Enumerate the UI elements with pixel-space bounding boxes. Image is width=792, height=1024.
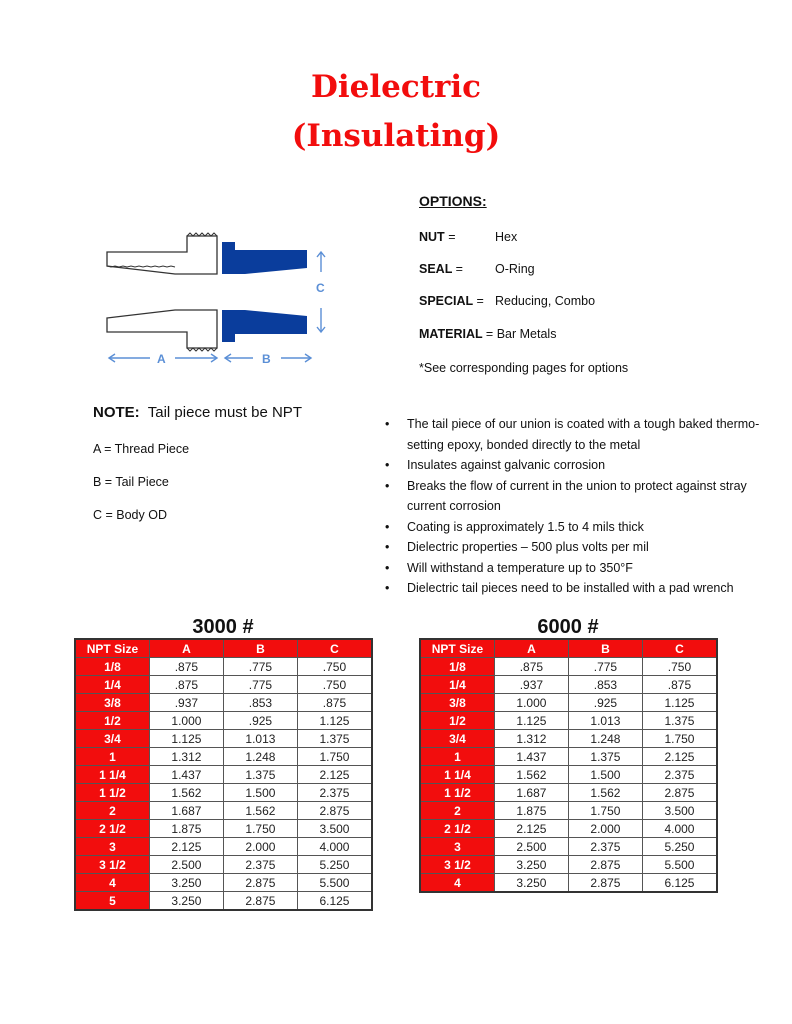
option-value: Reducing, Combo [495,294,596,308]
npt-size-cell: 1 1/4 [420,766,494,784]
tail-piece-top [222,242,307,274]
table-row [420,820,717,838]
value-cell: 3.500 [297,820,372,838]
npt-size-cell: 1/4 [75,676,149,694]
npt-size-cell: 3 1/2 [420,856,494,874]
npt-size-cell: 1 [420,748,494,766]
value-cell: .775 [568,658,642,676]
value-cell: 6.125 [642,874,717,893]
thread-piece-top [107,236,217,274]
npt-size-cell: 3/4 [75,730,149,748]
bullet-icon: • [385,417,390,431]
value-cell: .925 [223,712,297,730]
options-heading: OPTIONS: [419,193,487,209]
option-key: NUT [419,230,445,244]
value-cell: 3.250 [494,874,568,893]
table-row [420,730,717,748]
table-header-row [420,639,717,658]
value-cell: .875 [642,676,717,694]
npt-size-cell: 3/4 [420,730,494,748]
value-cell: 2.125 [642,748,717,766]
column-header: B [568,639,642,658]
union-diagram [95,222,330,372]
value-cell: 3.500 [642,802,717,820]
value-cell: 3.250 [494,856,568,874]
table-row [420,784,717,802]
value-cell: 2.125 [494,820,568,838]
npt-size-cell: 3 1/2 [75,856,149,874]
value-cell: 1.375 [297,730,372,748]
feature-item: • Insulates against galvanic corrosion [385,455,775,476]
npt-size-cell: 4 [420,874,494,893]
option-value: Hex [495,230,518,244]
option-value: Bar Metals [496,327,557,341]
table-6000-title: 6000 # [537,616,599,638]
column-header: C [642,639,717,658]
feature-item: • Dielectric properties – 500 plus volts per mil [385,537,775,558]
npt-size-cell: 2 1/2 [75,820,149,838]
value-cell: .853 [568,676,642,694]
value-cell: 1.750 [297,748,372,766]
npt-size-cell: 3 [75,838,149,856]
table-row [420,856,717,874]
option-equals: = [455,262,463,276]
value-cell: 1.687 [494,784,568,802]
column-header: NPT Size [75,639,149,658]
npt-size-cell: 1/8 [75,658,149,676]
table-row [75,784,372,802]
table-row [75,856,372,874]
bullet-icon: • [385,581,390,595]
value-cell: 5.500 [642,856,717,874]
value-cell: 2.500 [494,838,568,856]
table-row [420,712,717,730]
value-cell: 1.375 [642,712,717,730]
table-row [420,802,717,820]
npt-size-cell: 1/2 [75,712,149,730]
bullet-icon: • [385,540,390,554]
value-cell: 2.125 [297,766,372,784]
table-row [75,676,372,694]
value-cell: 2.875 [568,856,642,874]
npt-size-cell: 2 1/2 [420,820,494,838]
value-cell: 2.500 [149,856,223,874]
column-header: A [494,639,568,658]
value-cell: 1.750 [223,820,297,838]
table-row [420,838,717,856]
value-cell: 2.875 [642,784,717,802]
note-label: NOTE: [93,404,140,421]
value-cell: 2.375 [568,838,642,856]
table-row [75,892,372,911]
note-title [93,404,353,421]
table-3000 [74,638,373,911]
value-cell: 1.500 [223,784,297,802]
value-cell: 1.562 [149,784,223,802]
npt-size-cell: 2 [75,802,149,820]
value-cell: 1.125 [149,730,223,748]
table-6000-section [419,616,718,893]
note-section [93,404,353,522]
value-cell: 4.000 [297,838,372,856]
table-row [75,838,372,856]
table-row [75,730,372,748]
npt-size-cell: 3 [420,838,494,856]
dimension-b-label: B [262,352,271,366]
dimension-c-label: C [316,281,325,295]
option-key: SEAL [419,262,453,276]
value-cell: 2.000 [568,820,642,838]
value-cell: .750 [297,676,372,694]
bullet-icon: • [385,458,390,472]
value-cell: 1.312 [149,748,223,766]
column-header: NPT Size [420,639,494,658]
value-cell: 1.437 [494,748,568,766]
column-header: C [297,639,372,658]
legend-item-a: A = Thread Piece [93,442,190,456]
table-3000-section [74,616,373,911]
table-row [420,694,717,712]
value-cell: 2.375 [297,784,372,802]
bullet-icon: • [385,519,390,534]
value-cell: .925 [568,694,642,712]
value-cell: 1.375 [223,766,297,784]
table-row [75,766,372,784]
value-cell: 1.013 [223,730,297,748]
value-cell: .937 [149,694,223,712]
npt-size-cell: 1 1/4 [75,766,149,784]
value-cell: 1.500 [568,766,642,784]
table-6000 [419,638,718,893]
feature-item: • Will withstand a temperature up to 350°F [385,558,775,579]
legend-item-b: B = Tail Piece [93,475,169,489]
option-equals: = [476,294,484,308]
value-cell: 1.125 [494,712,568,730]
thread-piece-bottom [107,310,217,348]
table-row [75,694,372,712]
value-cell: 4.000 [642,820,717,838]
value-cell: .875 [494,658,568,676]
npt-size-cell: 3/8 [75,694,149,712]
value-cell: 2.875 [568,874,642,893]
feature-item: • Breaks the flow of current in the union to protect against stray current corrosion [385,476,775,517]
table-row [75,802,372,820]
value-cell: 2.875 [223,874,297,892]
feature-item: • Coating is approximately 1.5 to 4 mils thick [385,517,775,538]
page-title-line-1: Dielectric [310,69,482,105]
npt-size-cell: 5 [75,892,149,911]
option-value: O-Ring [495,262,535,276]
table-row [75,874,372,892]
value-cell: 2.375 [642,766,717,784]
value-cell: 5.250 [297,856,372,874]
value-cell: 1.750 [568,802,642,820]
value-cell: 1.312 [494,730,568,748]
value-cell: 1.125 [642,694,717,712]
value-cell: 2.000 [223,838,297,856]
value-cell: 2.375 [223,856,297,874]
npt-size-cell: 4 [75,874,149,892]
value-cell: 2.875 [223,892,297,911]
option-equals: = [485,327,494,341]
feature-item: • Dielectric tail pieces need to be installed with a pad wrench [385,578,775,599]
option-equals: = [448,230,456,244]
value-cell: 1.562 [568,784,642,802]
note-text: Tail piece must be NPT [147,404,302,421]
value-cell: 1.875 [149,820,223,838]
table-3000-title: 3000 # [192,616,254,638]
value-cell: 1.375 [568,748,642,766]
table-row [75,748,372,766]
value-cell: 3.250 [149,892,223,911]
value-cell: 5.500 [297,874,372,892]
value-cell: 1.750 [642,730,717,748]
option-key: SPECIAL [419,294,473,308]
table-header-row [75,639,372,658]
value-cell: .875 [149,658,223,676]
legend-item-c: C = Body OD [93,508,167,522]
value-cell: .775 [223,676,297,694]
table-row [420,874,717,893]
page-title-line-2: (Insulating) [291,118,501,154]
npt-size-cell: 1/4 [420,676,494,694]
value-cell: 1.000 [149,712,223,730]
column-header: B [223,639,297,658]
value-cell: 1.437 [149,766,223,784]
value-cell: .875 [297,694,372,712]
npt-size-cell: 3/8 [420,694,494,712]
column-header: A [149,639,223,658]
tail-piece-bottom [222,310,307,342]
npt-size-cell: 1/8 [420,658,494,676]
value-cell: 1.248 [223,748,297,766]
value-cell: 2.875 [297,802,372,820]
npt-size-cell: 1 [75,748,149,766]
table-row [420,748,717,766]
dimension-a-label: A [157,352,166,366]
value-cell: .750 [297,658,372,676]
value-cell: 1.562 [494,766,568,784]
table-row [75,820,372,838]
value-cell: 5.250 [642,838,717,856]
value-cell: .937 [494,676,568,694]
option-key: MATERIAL [419,327,483,341]
value-cell: 1.248 [568,730,642,748]
table-row [420,766,717,784]
features-list [385,414,775,599]
value-cell: 2.125 [149,838,223,856]
table-row [420,658,717,676]
table-row [75,658,372,676]
npt-size-cell: 2 [420,802,494,820]
value-cell: 1.875 [494,802,568,820]
bullet-icon: • [385,560,390,575]
value-cell: 6.125 [297,892,372,911]
value-cell: 1.000 [494,694,568,712]
npt-size-cell: 1 1/2 [420,784,494,802]
value-cell: 1.562 [223,802,297,820]
value-cell: 1.687 [149,802,223,820]
value-cell: .750 [642,658,717,676]
options-footnote: *See corresponding pages for options [419,361,629,375]
value-cell: .875 [149,676,223,694]
thread-piece-top-threads [107,266,175,267]
bullet-icon: • [385,478,390,493]
value-cell: 1.013 [568,712,642,730]
value-cell: 3.250 [149,874,223,892]
value-cell: .775 [223,658,297,676]
npt-size-cell: 1 1/2 [75,784,149,802]
table-row [75,712,372,730]
value-cell: .853 [223,694,297,712]
npt-size-cell: 1/2 [420,712,494,730]
table-row [420,676,717,694]
feature-item: • The tail piece of our union is coated with a tough baked thermo-setting epoxy, bonded directly to the metal [385,414,775,455]
value-cell: 1.125 [297,712,372,730]
